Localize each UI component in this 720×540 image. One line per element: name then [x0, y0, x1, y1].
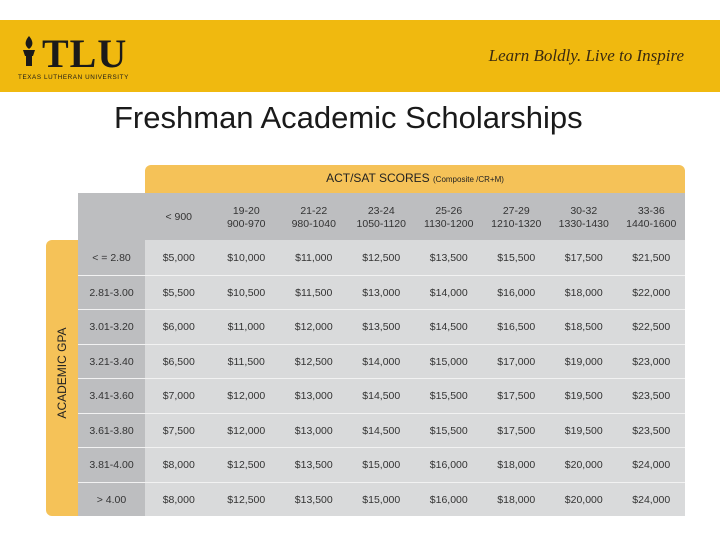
- scholarship-amount: $13,500: [294, 459, 333, 471]
- row-divider: [78, 482, 685, 483]
- column-header: [213, 205, 281, 231]
- scholarship-amount: $16,000: [497, 286, 536, 299]
- act-range: 19-20: [232, 205, 260, 217]
- sat-range: 980-1040: [291, 218, 336, 230]
- gpa-range: 3.81-4.00: [89, 459, 134, 471]
- gpa-range: 3.41-3.60: [89, 390, 134, 402]
- scholarship-amount: $12,000: [227, 424, 266, 437]
- scholarship-amount: $7,000: [162, 390, 195, 402]
- page-title: Freshman Academic Scholarships: [114, 100, 583, 135]
- scholarship-amount: $19,500: [564, 424, 603, 437]
- scholarship-amount: $20,000: [564, 459, 603, 471]
- scholarship-amount: $24,000: [632, 493, 671, 506]
- scholarship-amount: $15,500: [429, 424, 468, 437]
- logo-subtitle: TEXAS LUTHERAN UNIVERSITY: [18, 74, 129, 81]
- row-divider: [78, 447, 685, 448]
- scholarship-amount: $11,000: [295, 252, 333, 264]
- scholarship-amount: $16,500: [497, 321, 536, 333]
- gpa-range: < = 2.80: [92, 252, 131, 264]
- scholarship-amount: $18,000: [497, 493, 536, 506]
- gpa-range: 3.61-3.80: [89, 424, 134, 437]
- scholarship-amount: $12,000: [227, 390, 266, 402]
- gpa-range: 3.01-3.20: [89, 321, 134, 333]
- scholarship-amount: $13,000: [294, 424, 333, 437]
- column-header: [550, 205, 618, 231]
- gpa-range: > 4.00: [96, 493, 127, 506]
- scholarship-amount: $14,500: [429, 321, 468, 333]
- scholarship-amount: $21,500: [632, 252, 671, 264]
- scholarship-amount: $12,500: [227, 493, 266, 506]
- scholarship-amount: $18,000: [564, 286, 603, 299]
- column-header: [280, 205, 348, 231]
- scholarship-amount: $5,000: [162, 252, 195, 264]
- scholarship-amount: $13,000: [362, 286, 401, 299]
- tlu-logo: [16, 28, 136, 86]
- scholarship-amount: $14,500: [362, 390, 401, 402]
- scholarship-amount: $13,500: [362, 321, 401, 333]
- scholarship-amount: $20,000: [564, 493, 603, 506]
- scholarship-amount: $15,500: [429, 390, 468, 402]
- act-sat-header: [145, 165, 685, 193]
- scholarship-amount: $18,000: [497, 459, 536, 471]
- sat-range: 900-970: [226, 218, 266, 230]
- tagline: Learn Boldly. Live to Inspire: [488, 46, 684, 65]
- scholarship-amount: $17,000: [497, 355, 536, 368]
- scholarship-amount: $12,500: [362, 252, 401, 264]
- row-divider: [78, 344, 685, 345]
- scholarship-amount: $11,000: [227, 321, 265, 333]
- scholarship-amount: $6,000: [162, 321, 195, 333]
- scholarship-amount: $24,000: [632, 459, 671, 471]
- gpa-axis-bar: [46, 240, 78, 516]
- scholarship-amount: $10,500: [227, 286, 266, 299]
- scholarship-amount: $12,500: [227, 459, 266, 471]
- scholarship-amount: $14,000: [429, 286, 468, 299]
- scholarship-amount: $17,500: [497, 424, 536, 437]
- sat-range: 1050-1120: [356, 218, 406, 230]
- row-divider: [78, 378, 685, 379]
- scholarship-amount: $10,000: [227, 252, 266, 264]
- scholarship-amount: $15,500: [497, 252, 536, 264]
- scholarship-amount: $6,500: [162, 355, 195, 368]
- scholarship-amount: $16,000: [429, 493, 468, 506]
- sat-range: 1440-1600: [626, 218, 677, 230]
- header-banner: [0, 20, 720, 92]
- row-divider: [78, 275, 685, 276]
- score-column-headers: [145, 193, 685, 240]
- scholarship-amount: $15,000: [362, 493, 401, 506]
- scholarship-amount: $22,000: [632, 286, 671, 299]
- scholarship-amount: $13,500: [429, 252, 468, 264]
- scholarship-amount: $14,500: [362, 424, 401, 437]
- scholarship-amount: $8,000: [162, 493, 195, 506]
- scholarship-amount: $23,500: [632, 390, 671, 402]
- scholarship-amount: $18,500: [564, 321, 603, 333]
- act-sat-axis-label: ACT/SAT SCORES: [326, 171, 430, 185]
- act-range: 23-24: [367, 205, 395, 217]
- scholarship-amount: $11,500: [227, 355, 265, 368]
- scholarship-amount: $8,000: [162, 459, 195, 471]
- column-header: [348, 205, 416, 231]
- scholarship-amount: $5,500: [162, 286, 195, 299]
- scholarship-amount: $7,500: [162, 424, 195, 437]
- column-header: [145, 211, 213, 224]
- sat-range: 1210-1320: [491, 218, 542, 230]
- row-divider: [78, 309, 685, 310]
- column-header: [415, 205, 483, 231]
- scholarship-amount: $19,000: [564, 355, 603, 368]
- row-divider: [78, 413, 685, 414]
- scholarship-amount: $22,500: [632, 321, 671, 333]
- scholarship-amount: $19,500: [564, 390, 603, 402]
- gpa-axis-label: ACADEMIC GPA: [55, 327, 69, 419]
- scholarship-amount: $11,500: [295, 286, 333, 299]
- lamp-flame-icon: [18, 34, 40, 68]
- scholarship-amount: $17,500: [564, 252, 603, 264]
- scholarship-amount: $14,000: [362, 355, 401, 368]
- act-range: 30-32: [570, 205, 598, 217]
- act-range: 25-26: [435, 205, 463, 217]
- act-sat-axis-note: (Composite /CR+M): [433, 175, 504, 184]
- scholarship-amount: $15,000: [429, 355, 468, 368]
- table-corner: [78, 193, 145, 240]
- scholarship-amount: $13,500: [294, 493, 333, 506]
- scholarship-amount: $12,000: [294, 321, 333, 333]
- column-header: [483, 205, 551, 231]
- scholarship-amount: $12,500: [294, 355, 333, 368]
- scholarship-amount: $17,500: [497, 390, 536, 402]
- act-range: 21-22: [300, 205, 328, 217]
- scholarship-amount: $23,000: [632, 355, 671, 368]
- logo-text: TLU: [42, 31, 128, 76]
- act-range: < 900: [165, 211, 193, 223]
- sat-range: 1330-1430: [558, 218, 609, 230]
- gpa-range: 2.81-3.00: [89, 286, 134, 299]
- sat-range: 1130-1200: [424, 218, 474, 230]
- scholarship-amount: $23,500: [632, 424, 671, 437]
- act-range: 33-36: [637, 205, 665, 217]
- scholarship-amount: $16,000: [429, 459, 468, 471]
- scholarship-amount: $15,000: [362, 459, 401, 471]
- scholarship-amount: $13,000: [294, 390, 333, 402]
- column-header: [618, 205, 686, 231]
- act-range: 27-29: [502, 205, 530, 217]
- gpa-range: 3.21-3.40: [89, 355, 134, 368]
